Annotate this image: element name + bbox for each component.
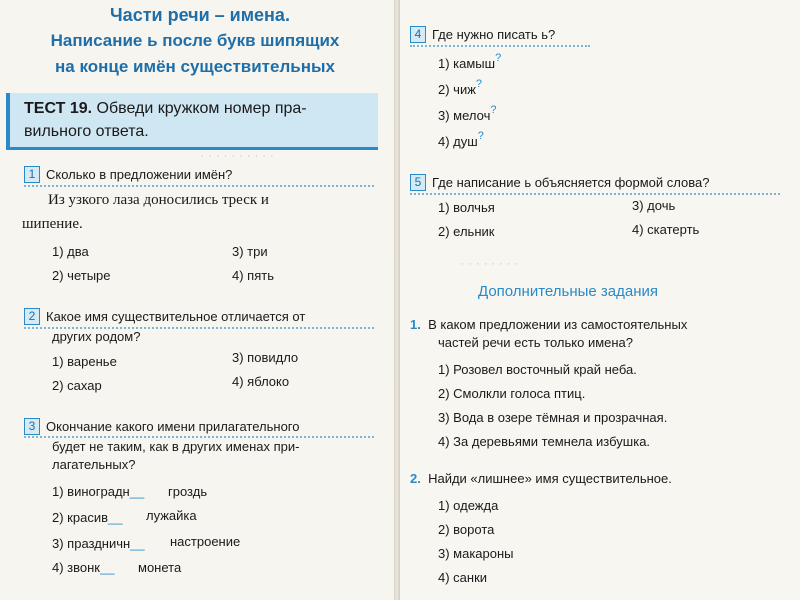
option-1[interactable]: 1) варенье bbox=[52, 354, 117, 369]
task-number: 1. bbox=[410, 317, 421, 332]
sentence-line-1: Из узкого лаза доносились треск и bbox=[48, 192, 269, 208]
option-word: 1) виноградн bbox=[52, 484, 130, 499]
question-1 bbox=[24, 166, 232, 183]
test-header-box bbox=[6, 93, 378, 150]
test-instruction-2: вильного ответа. bbox=[24, 123, 149, 140]
option-word: 4) звонк bbox=[52, 560, 100, 575]
option-2[interactable] bbox=[52, 510, 122, 526]
question-text-2: будет не таким, как в других именах при- bbox=[52, 439, 300, 454]
ending-blank: __ bbox=[100, 560, 115, 575]
option-1[interactable] bbox=[52, 484, 144, 500]
question-mark: ? bbox=[490, 104, 497, 116]
option-1-noun: гроздь bbox=[168, 484, 208, 499]
option-1[interactable]: 1) Розовел восточный край неба. bbox=[438, 362, 637, 377]
question-text: Сколько в предложении имён? bbox=[46, 167, 233, 182]
option-4[interactable]: 4) санки bbox=[438, 570, 488, 585]
option-2[interactable]: 2) Смолкли голоса птиц. bbox=[438, 386, 586, 401]
option-3[interactable]: 3) три bbox=[232, 244, 268, 259]
question-3 bbox=[24, 418, 300, 435]
option-3[interactable]: 3) дочь bbox=[632, 198, 676, 213]
option-1[interactable]: 1) волчья bbox=[438, 200, 495, 215]
option-3[interactable]: 3) макароны bbox=[438, 546, 514, 561]
option-2[interactable]: 2) ельник bbox=[438, 224, 495, 239]
option-text: 1) камыш bbox=[438, 56, 496, 71]
option-2[interactable] bbox=[438, 78, 483, 99]
option-2[interactable]: 2) сахар bbox=[52, 378, 102, 393]
option-text: 4) душ bbox=[438, 134, 478, 149]
question-divider bbox=[410, 193, 780, 195]
question-number: 4 bbox=[410, 26, 426, 43]
option-4[interactable] bbox=[438, 130, 484, 151]
option-4[interactable]: 4) За деревьями темнела избушка. bbox=[438, 434, 651, 449]
question-number: 3 bbox=[24, 418, 40, 435]
task-text-2: частей речи есть только имена? bbox=[438, 335, 634, 350]
question-text-1: Какое имя существительное отличается от bbox=[46, 309, 306, 324]
option-3-noun: настроение bbox=[170, 534, 241, 549]
ending-blank: __ bbox=[129, 484, 145, 499]
question-5 bbox=[410, 174, 709, 191]
task-text-1: В каком предложении из самостоятельных bbox=[428, 317, 688, 332]
option-word: 3) праздничн bbox=[52, 536, 131, 551]
page-title-line-3: на конце имён существительных bbox=[55, 57, 335, 76]
question-divider bbox=[24, 185, 374, 187]
ending-blank: __ bbox=[108, 510, 123, 525]
option-1[interactable]: 1) одежда bbox=[438, 498, 499, 513]
option-2-noun: лужайка bbox=[146, 508, 197, 523]
bleed-through-text: · · · · · · · · bbox=[460, 258, 519, 270]
option-word: 2) красив bbox=[52, 510, 108, 525]
page-title-line-1: Части речи – имена. bbox=[110, 5, 290, 25]
test-label: ТЕСТ 19. bbox=[24, 100, 93, 117]
sentence-line-2: шипение. bbox=[22, 216, 83, 232]
question-mark: ? bbox=[495, 52, 502, 64]
question-divider bbox=[410, 45, 590, 47]
option-4-noun: монета bbox=[138, 560, 182, 575]
section-heading: Дополнительные задания bbox=[478, 283, 659, 300]
extra-task-1 bbox=[410, 316, 687, 333]
question-text: Где нужно писать ь? bbox=[432, 27, 556, 42]
question-number: 1 bbox=[24, 166, 40, 183]
option-text: 3) мелоч bbox=[438, 108, 491, 123]
option-1[interactable] bbox=[438, 52, 502, 73]
question-mark: ? bbox=[477, 130, 484, 142]
option-3[interactable] bbox=[52, 536, 145, 552]
task-text: Найди «лишнее» имя существительное. bbox=[428, 471, 672, 486]
extra-task-2 bbox=[410, 470, 672, 487]
right-page bbox=[400, 0, 800, 600]
option-text: 2) чиж bbox=[438, 82, 476, 97]
option-1[interactable]: 1) два bbox=[52, 244, 89, 259]
question-text-3: лагательных? bbox=[52, 457, 136, 472]
question-mark: ? bbox=[475, 78, 483, 90]
left-page bbox=[0, 0, 394, 600]
option-4[interactable]: 4) пять bbox=[232, 268, 274, 283]
option-2[interactable]: 2) четыре bbox=[52, 268, 111, 283]
task-number: 2. bbox=[410, 471, 421, 486]
question-text: Где написание ь объясняется формой слова? bbox=[432, 175, 710, 190]
option-4[interactable]: 4) скатерть bbox=[632, 222, 700, 237]
option-4[interactable]: 4) яблоко bbox=[232, 374, 290, 389]
option-3[interactable] bbox=[438, 104, 497, 125]
question-number: 2 bbox=[24, 308, 40, 325]
option-3[interactable]: 3) повидло bbox=[232, 350, 299, 365]
option-3[interactable]: 3) Вода в озере тёмная и прозрачная. bbox=[438, 410, 668, 425]
question-text-1: Окончание какого имени прилагательного bbox=[46, 419, 300, 434]
question-text-2: других родом? bbox=[52, 329, 141, 344]
test-header-text bbox=[24, 97, 374, 143]
question-number: 5 bbox=[410, 174, 426, 191]
option-4[interactable] bbox=[52, 560, 114, 576]
question-4 bbox=[410, 26, 555, 43]
bleed-through-text: · · · · · · · · · · bbox=[200, 150, 274, 162]
question-2 bbox=[24, 308, 305, 325]
ending-blank: __ bbox=[130, 536, 145, 551]
test-instruction-1: Обведи кружком номер пра- bbox=[96, 100, 307, 117]
option-2[interactable]: 2) ворота bbox=[438, 522, 495, 537]
page-title-line-2: Написание ь после букв шипящих bbox=[50, 31, 340, 50]
